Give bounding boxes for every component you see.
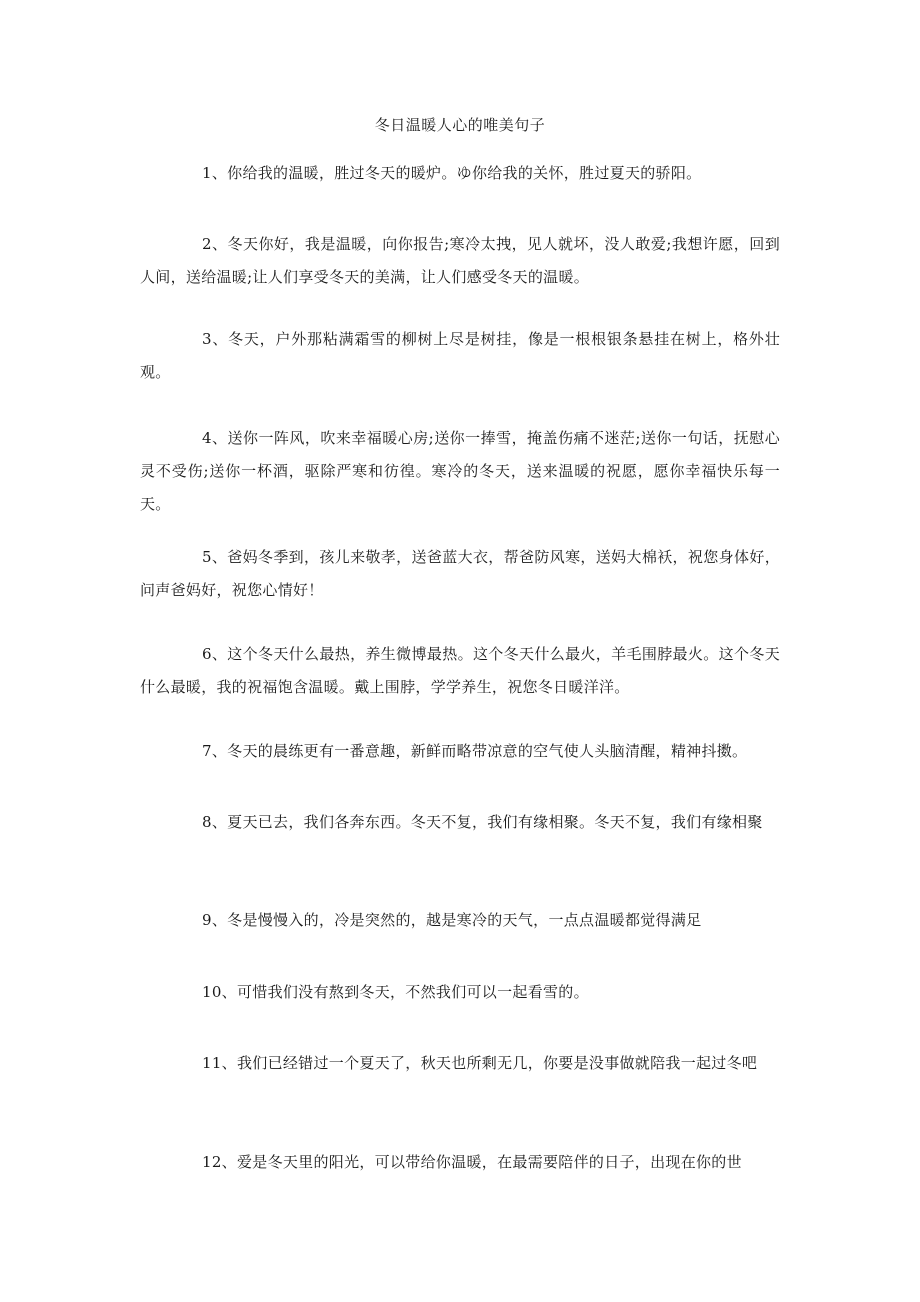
paragraph-1: 1、你给我的温暖，胜过冬天的暖炉。ゆ你给我的关怀，胜过夏天的骄阳。 <box>202 164 702 182</box>
paragraph-4: 4、送你一阵风，吹来幸福暖心房;送你一捧雪，掩盖伤痛不迷茫;送你一句话，抚慰心灵不受伤;送你一杯酒，驱除严寒和彷徨。寒冷的冬天，送来温暖的祝愿，愿你幸福快乐每一天。 <box>140 429 780 513</box>
paragraph-12: 12、爱是冬天里的阳光，可以带给你温暖，在最需要陪伴的日子，出现在你的世 <box>202 1153 742 1171</box>
paragraph-6: 6、这个冬天什么最热，养生微博最热。这个冬天什么最火，羊毛围脖最火。这个冬天什么最暖，我的祝福饱含温暖。戴上围脖，学学养生，祝您冬日暖洋洋。 <box>140 645 780 696</box>
paragraph-10: 10、可惜我们没有熬到冬天，不然我们可以一起看雪的。 <box>202 983 589 1001</box>
paragraph-3: 3、冬天，户外那粘满霜雪的柳树上尽是树挂，像是一根根银条悬挂在树上，格外壮观。 <box>140 330 780 381</box>
document-title: 冬日温暖人心的唯美句子 <box>374 116 546 134</box>
paragraph-8: 8、夏天已去，我们各奔东西。冬天不复，我们有缘相聚。冬天不复，我们有缘相聚 <box>202 813 763 831</box>
paragraph-5: 5、爸妈冬季到，孩儿来敬孝，送爸蓝大衣，帮爸防风寒，送妈大棉袄，祝您身体好，问声爸妈好，祝您心情好！ <box>140 548 780 599</box>
paragraph-7: 7、冬天的晨练更有一番意趣，新鲜而略带凉意的空气使人头脑清醒，精神抖擞。 <box>202 742 748 760</box>
paragraph-9: 9、冬是慢慢入的，冷是突然的，越是寒冷的天气，一点点温暖都觉得满足 <box>202 911 702 929</box>
paragraph-2: 2、冬天你好，我是温暖，向你报告;寒冷太拽，见人就坏，没人敢爱;我想许愿，回到人间，送给温暖;让人们享受冬天的美满，让人们感受冬天的温暖。 <box>140 235 780 286</box>
paragraph-11: 11、我们已经错过一个夏天了，秋天也所剩无几，你要是没事做就陪我一起过冬吧 <box>202 1054 758 1072</box>
